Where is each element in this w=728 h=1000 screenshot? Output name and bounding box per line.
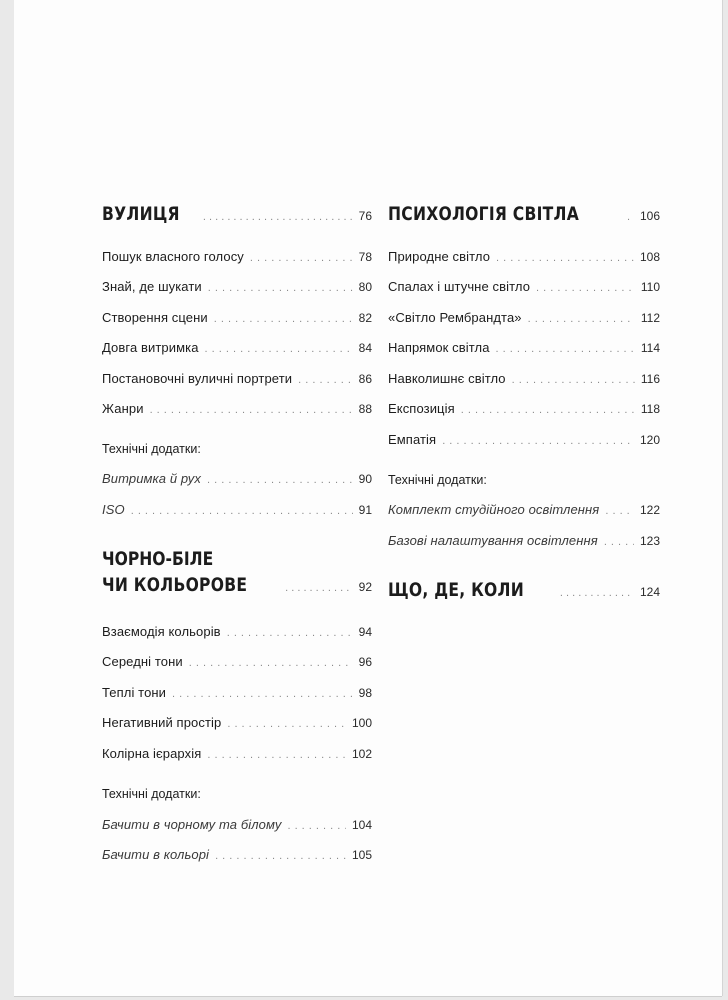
entry-label: Експозиція bbox=[388, 401, 455, 416]
toc-entry bbox=[388, 249, 660, 266]
dot-leader bbox=[172, 686, 353, 702]
dot-leader bbox=[150, 402, 353, 418]
entry-page-number: 122 bbox=[639, 503, 660, 517]
entry-page-number: 102 bbox=[351, 747, 372, 761]
entry-label: Бачити в кольорі bbox=[102, 847, 210, 862]
dot-leader bbox=[496, 341, 635, 357]
section-heading-street bbox=[102, 202, 372, 226]
entry-page-number: 108 bbox=[639, 250, 660, 264]
toc-entry bbox=[102, 715, 372, 732]
toc-entry bbox=[388, 310, 660, 327]
toc-entry bbox=[102, 847, 372, 864]
entry-page-number: 90 bbox=[358, 472, 372, 486]
entry-page-number: 120 bbox=[639, 433, 660, 447]
entry-label: Пошук власного голосу bbox=[102, 249, 244, 264]
entry-page-number: 114 bbox=[640, 341, 660, 355]
entry-label: Колірна ієрархія bbox=[102, 746, 202, 761]
section-heading-what-where-when bbox=[388, 578, 660, 602]
section-heading-light bbox=[388, 202, 660, 226]
toc-entry bbox=[102, 624, 372, 641]
dot-leader bbox=[250, 250, 353, 266]
toc-entry bbox=[388, 432, 660, 449]
dot-leader bbox=[208, 280, 353, 296]
entry-label: Негативний простір bbox=[102, 715, 222, 730]
section-page-number: 76 bbox=[358, 209, 372, 223]
dot-leader bbox=[528, 311, 635, 327]
toc-entry bbox=[102, 471, 372, 488]
dot-leader bbox=[207, 747, 346, 763]
entry-page-number: 82 bbox=[358, 311, 372, 325]
dot-leader bbox=[285, 582, 353, 594]
entry-label: Емпатія bbox=[388, 432, 437, 447]
entry-page-number: 123 bbox=[639, 534, 660, 548]
toc-entry bbox=[102, 340, 372, 357]
entry-label: Створення сцени bbox=[102, 310, 208, 325]
dot-leader bbox=[215, 848, 346, 864]
dot-leader bbox=[536, 280, 635, 296]
section-page-number: 106 bbox=[639, 209, 660, 223]
entry-page-number: 98 bbox=[358, 686, 372, 700]
dot-leader bbox=[605, 503, 634, 519]
dot-leader bbox=[298, 372, 353, 388]
toc-entry bbox=[102, 401, 372, 418]
entry-label: Витримка й рух bbox=[102, 471, 201, 486]
dot-leader bbox=[461, 402, 635, 418]
tech-appendix-heading: Технічні додатки: bbox=[102, 442, 201, 456]
entry-label: Навколишнє світло bbox=[388, 371, 506, 386]
toc-entry bbox=[102, 654, 372, 671]
toc-entry bbox=[102, 817, 372, 834]
entry-label: Теплі тони bbox=[102, 685, 167, 700]
entry-label: Жанри bbox=[102, 401, 144, 416]
toc-entry bbox=[388, 279, 660, 296]
entry-label: «Світло Рембрандта» bbox=[388, 310, 522, 325]
dot-leader bbox=[560, 587, 634, 599]
entry-page-number: 100 bbox=[351, 716, 372, 730]
entry-page-number: 118 bbox=[640, 402, 660, 416]
section-page-number: 92 bbox=[358, 580, 372, 594]
section-heading-bw-color bbox=[102, 546, 372, 597]
book-page bbox=[14, 0, 722, 996]
entry-label: Комплект студійного освітлення bbox=[388, 502, 600, 517]
dot-leader bbox=[627, 211, 634, 223]
entry-page-number: 105 bbox=[351, 848, 372, 862]
entry-page-number: 84 bbox=[358, 341, 372, 355]
tech-appendix-heading: Технічні додатки: bbox=[102, 787, 201, 801]
entry-page-number: 94 bbox=[358, 625, 372, 639]
entry-page-number: 112 bbox=[640, 311, 660, 325]
entry-page-number: 88 bbox=[358, 402, 372, 416]
dot-leader bbox=[604, 534, 634, 550]
entry-label: Спалах і штучне світло bbox=[388, 279, 531, 294]
toc-entry bbox=[102, 249, 372, 266]
section-title: ЩО, ДЕ, КОЛИ bbox=[388, 579, 525, 601]
dot-leader bbox=[214, 311, 353, 327]
toc-entry bbox=[102, 685, 372, 702]
entry-page-number: 80 bbox=[358, 280, 372, 294]
section-page-number: 124 bbox=[639, 585, 660, 599]
dot-leader bbox=[131, 503, 353, 519]
entry-label: Довга витримка bbox=[102, 340, 199, 355]
entry-label: Взаємодія кольорів bbox=[102, 624, 221, 639]
dot-leader bbox=[207, 472, 353, 488]
dot-leader bbox=[203, 211, 353, 223]
section-title: ПСИХОЛОГІЯ СВІТЛА bbox=[388, 203, 580, 225]
entry-page-number: 96 bbox=[358, 655, 372, 669]
dot-leader bbox=[496, 250, 634, 266]
entry-label: Бачити в чорному та білому bbox=[102, 817, 282, 832]
entry-label: Середні тони bbox=[102, 654, 183, 669]
entry-label: Базові налаштування освітлення bbox=[388, 533, 598, 548]
section-title-line1: ЧОРНО-БІЛЕ bbox=[102, 548, 214, 570]
entry-page-number: 116 bbox=[640, 372, 660, 386]
dot-leader bbox=[287, 818, 346, 834]
entry-label: Природне світло bbox=[388, 249, 491, 264]
toc-entry bbox=[388, 502, 660, 519]
entry-page-number: 104 bbox=[351, 818, 372, 832]
tech-appendix-heading: Технічні додатки: bbox=[388, 473, 487, 487]
entry-label: Знай, де шукати bbox=[102, 279, 202, 294]
section-title-line2: ЧИ КОЛЬОРОВЕ bbox=[102, 574, 248, 596]
dot-leader bbox=[205, 341, 353, 357]
toc-entry bbox=[388, 340, 660, 357]
toc-entry bbox=[388, 533, 660, 550]
toc-entry bbox=[102, 371, 372, 388]
toc-entry bbox=[102, 310, 372, 327]
entry-label: Постановочні вуличні портрети bbox=[102, 371, 293, 386]
entry-label: Напрямок світла bbox=[388, 340, 490, 355]
entry-page-number: 86 bbox=[358, 372, 372, 386]
entry-page-number: 78 bbox=[358, 250, 372, 264]
section-title: ВУЛИЦЯ bbox=[102, 203, 180, 225]
entry-page-number: 91 bbox=[358, 503, 372, 517]
toc-entry bbox=[102, 746, 372, 763]
dot-leader bbox=[512, 372, 635, 388]
toc-entry bbox=[388, 401, 660, 418]
toc-entry bbox=[102, 502, 372, 519]
dot-leader bbox=[227, 716, 346, 732]
dot-leader bbox=[189, 655, 353, 671]
toc-entry bbox=[102, 279, 372, 296]
dot-leader bbox=[442, 433, 634, 449]
toc-entry bbox=[388, 371, 660, 388]
dot-leader bbox=[227, 625, 353, 641]
entry-page-number: 110 bbox=[640, 280, 660, 294]
entry-label: ISO bbox=[102, 502, 125, 517]
